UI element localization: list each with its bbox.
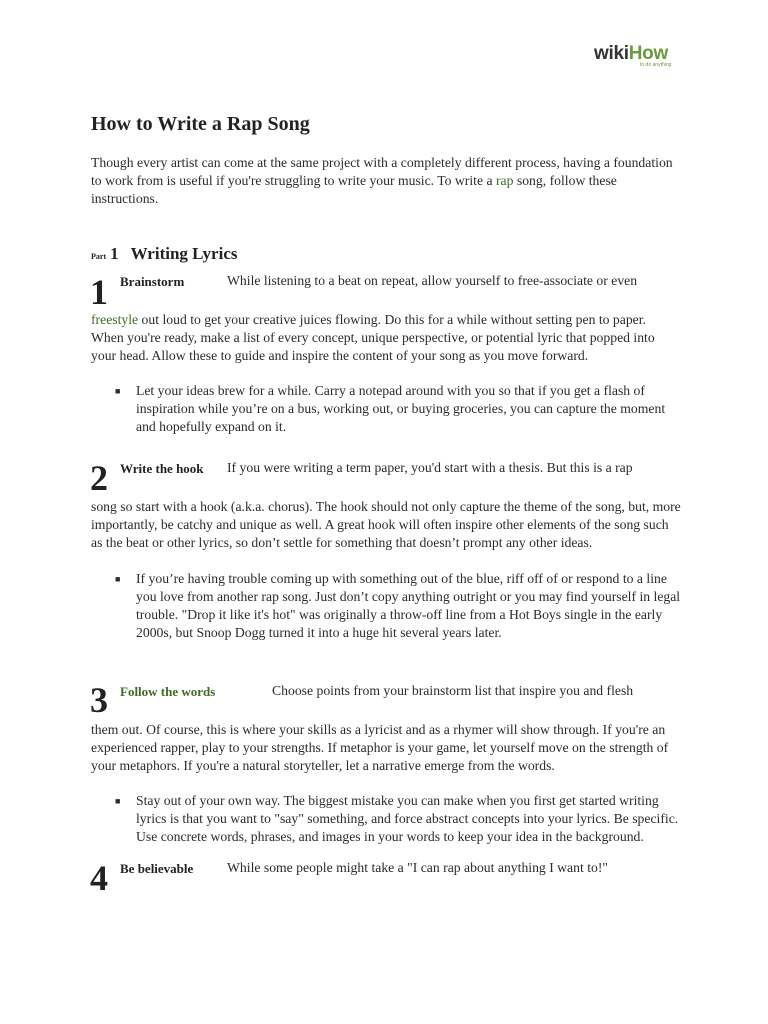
step-1-body xyxy=(91,311,681,365)
step-2-bullet xyxy=(115,570,683,642)
step-3-bullet-text: Stay out of your own way. The biggest mistake you can make when you first get started writing lyrics is that you want to "say" something, and force abstract concepts into your lyrics. Be specific. Use concrete words, phrases, and images in your words to keep your idea in the background. xyxy=(136,793,679,844)
step-1-body-text: out loud to get your creative juices flowing. Do this for a while without setting pen to paper. When you're ready, make a list of every concept, unique perspective, or potential lyric that popped into your head. Allow these to guide and inspire the content of your song as you move forward. xyxy=(91,312,655,363)
step-1-title: Brainstorm xyxy=(120,274,185,289)
rap-link[interactable]: rap xyxy=(495,173,514,188)
logo-wiki: wiki xyxy=(594,43,629,64)
bullet-mark: ■ xyxy=(115,574,121,584)
step-2-body: song so start with a hook (a.k.a. chorus). The hook should not only capture the theme of the song, but, more importantly, be catchy and unique as well. A great hook will often inspire other elements of the song such as the beat or other lyrics, so don’t settle for something that doesn’t prompt any other ideas. xyxy=(91,499,681,550)
part-title: Writing Lyrics xyxy=(130,244,238,263)
logo-how: How xyxy=(628,43,668,64)
page-title: How to Write a Rap Song xyxy=(91,113,310,135)
step-2-lead: If you were writing a term paper, you'd start with a thesis. But this is a rap xyxy=(227,460,633,475)
step-3-title: Follow the words xyxy=(120,684,216,699)
step-2-title: Write the hook xyxy=(120,461,204,476)
step-4-lead: While some people might take a "I can rap about anything I want to!" xyxy=(227,860,608,875)
step-4-number: 4 xyxy=(90,858,108,898)
bullet-mark: ■ xyxy=(115,796,121,806)
step-1-lead: While listening to a beat on repeat, allow yourself to free-associate or even xyxy=(227,273,638,288)
step-1-number: 1 xyxy=(90,272,108,312)
intro-paragraph xyxy=(91,154,681,208)
step-3-number: 3 xyxy=(90,680,108,720)
step-4-title: Be believable xyxy=(120,861,194,876)
bullet-mark: ■ xyxy=(115,386,121,396)
step-2-number: 2 xyxy=(90,458,108,498)
step-2-bullet-text: If you’re having trouble coming up with something out of the blue, riff off of or respond to a line you love from another rap song. Just don’t copy anything outright or you may find yourself in legal trouble. "Drop it like it's hot" was originally a throw-off line from a Hot Boys single in the early 2000s, but Snoop Dogg turned it into a huge hit several years later. xyxy=(136,571,681,640)
intro-text-after: song, follow these instructions. xyxy=(91,173,617,206)
freestyle-link[interactable]: freestyle xyxy=(91,312,139,327)
intro-text-before: Though every artist can come at the same project with a completely different process, having a foundation to work from is useful if you're struggling to write your music. To write a xyxy=(91,155,673,188)
step-1-bullet-text: Let your ideas brew for a while. Carry a notepad around with you so that if you get a flash of inspiration while you’re on a bus, working out, or buying groceries, you can capture the moment and hopefully expand on it. xyxy=(136,383,666,434)
part-heading xyxy=(91,244,238,264)
logo-tagline: to do anything xyxy=(640,62,672,68)
part-number: 1 xyxy=(110,244,119,263)
step-3-lead: Choose points from your brainstorm list that inspire you and flesh xyxy=(272,683,634,698)
step-1-bullet xyxy=(115,382,683,436)
part-label: Part xyxy=(91,252,107,261)
wikihow-logo xyxy=(594,43,672,68)
step-3-bullet xyxy=(115,792,683,846)
step-3-body: them out. Of course, this is where your skills as a lyricist and as a rhymer will show through. If you're an experienced rapper, play to your strengths. If metaphor is your game, let yourself move on the strength of your metaphors. If you're a natural storyteller, let a narrative emerge from the words. xyxy=(91,722,669,773)
